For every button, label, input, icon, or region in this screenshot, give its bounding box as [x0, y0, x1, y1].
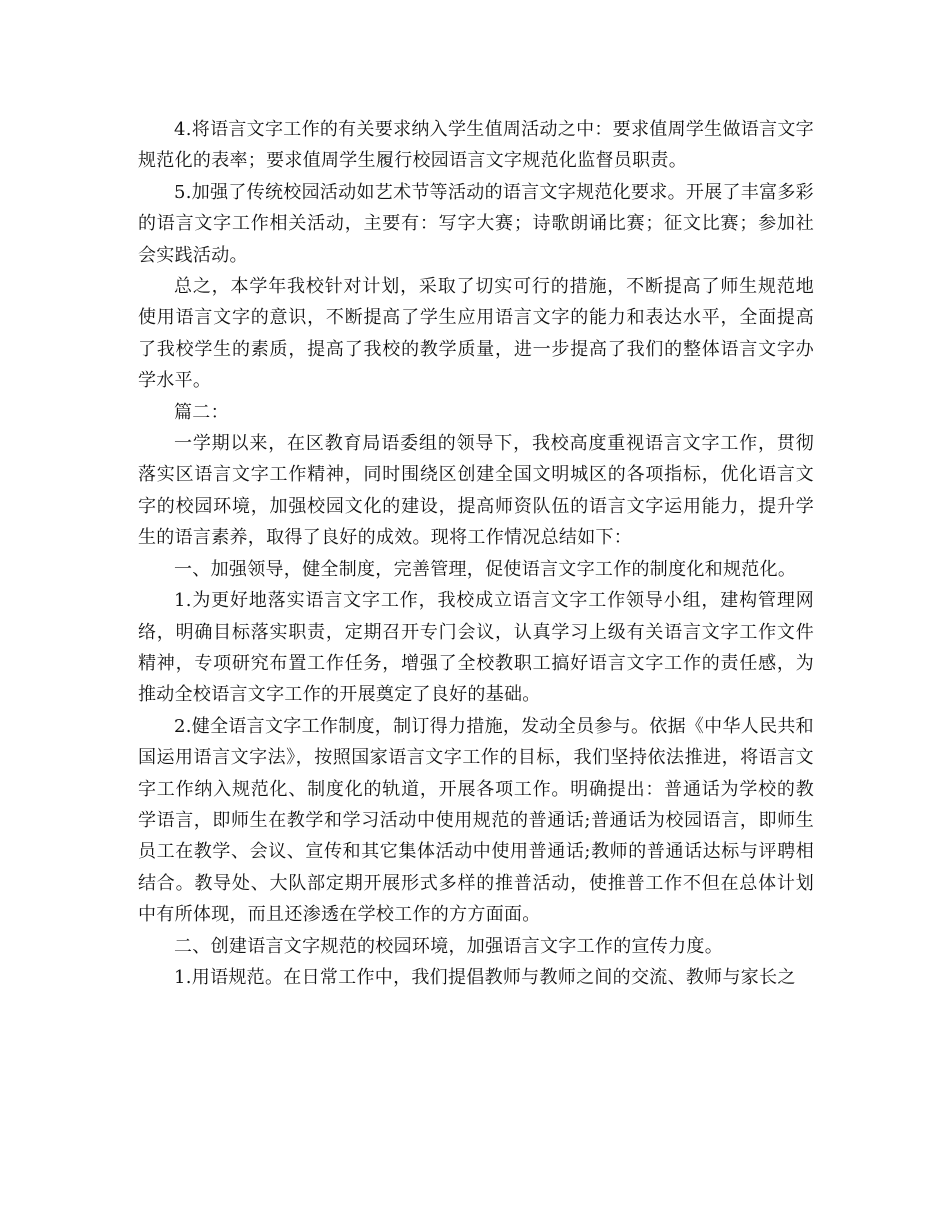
paragraph-item-1-language-norms: 1.用语规范。在日常工作中，我们提倡教师与教师之间的交流、教师与家长之 [174, 966, 796, 988]
paragraph-item-4-duty-week: 4.将语言文字工作的有关要求纳入学生值周活动之中：要求值周学生做语言文字规范化的表率；要求值周学生履行校园语言文字规范化监督员职责。 [138, 119, 814, 172]
paragraph-item-5-campus-activities: 5.加强了传统校园活动如艺术节等活动的语言文字规范化要求。开展了丰富多彩的语言文字工作相关活动，主要有：写字大赛；诗歌朗诵比赛；征文比赛；参加社会实践活动。 [138, 181, 814, 266]
paragraph-item-2-regulations: 2.健全语言文字工作制度，制订得力措施，发动全员参与。依据《中华人民共和国运用语言文字法》，按照国家语言文字工作的目标，我们坚持依法推进，将语言文字工作纳入规范化、制度化的轨道，开展各项工作。明确提出：普通话为学校的教学语言，即师生在教学和学习活动中使用规范的普通话;普通话为校园语言，即师生员工在教学、会议、宣传和其它集体活动中使用普通话;教师的普通话达标与评聘相结合。教导处、大队部定期开展形式多样的推普活动，使推普工作不但在总体计划中有所体现，而且还渗透在学校工作的方方面面。 [138, 715, 814, 926]
paragraph-item-1-leadership-group: 1.为更好地落实语言文字工作，我校成立语言文字工作领导小组，建构管理网络，明确目标落实职责，定期召开专门会议，认真学习上级有关语言文字工作文件精神，专项研究布置工作任务，增强了全校教职工搞好语言文字工作的责任感，为推动全校语言文字工作的开展奠定了良好的基础。 [138, 590, 814, 706]
paragraph-summary: 总之，本学年我校针对计划，采取了切实可行的措施，不断提高了师生规范地使用语言文字的意识，不断提高了学生应用语言文字的能力和表达水平，全面提高了我校学生的素质，提高了我校的教学质量，进一步提高了我们的整体语言文字办学水平。 [138, 276, 814, 392]
document-page [138, 114, 814, 993]
paragraph-intro: 一学期以来，在区教育局语委组的领导下，我校高度重视语言文字工作，贯彻落实区语言文字工作精神，同时围绕区创建全国文明城区的各项指标，优化语言文字的校园环境，加强校园文化的建设，提高师资队伍的语言文字运用能力，提升学生的语言素养，取得了良好的成效。现将工作情况总结如下： [138, 433, 814, 549]
heading-campus-environment: 二、创建语言文字规范的校园环境，加强语言文字工作的宣传力度。 [174, 935, 723, 957]
section-heading-part-two: 篇二： [174, 401, 229, 423]
heading-strengthen-leadership: 一、加强领导，健全制度，完善管理，促使语言文字工作的制度化和规范化。 [174, 558, 797, 580]
